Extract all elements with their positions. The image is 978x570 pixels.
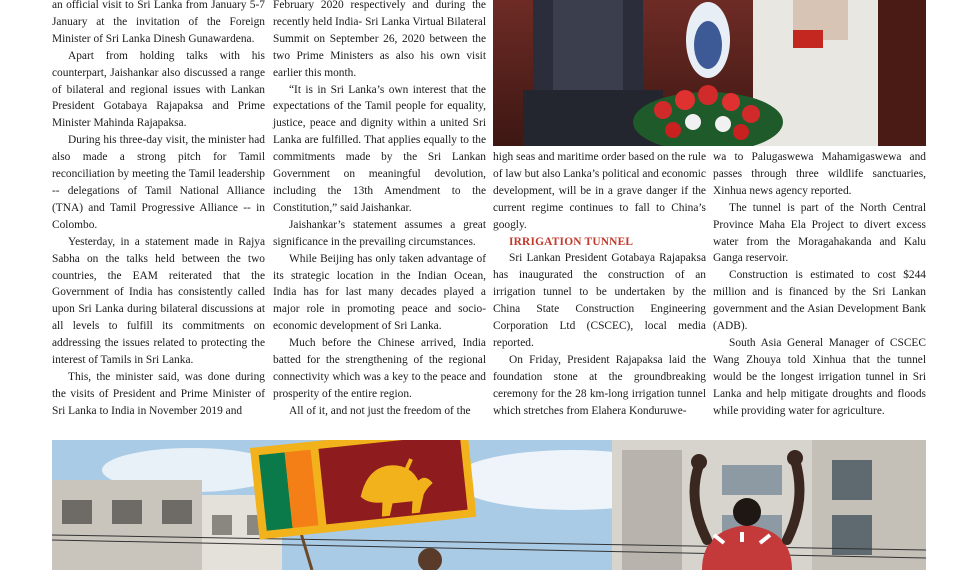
paragraph: Sri Lankan President Gotabaya Rajapaksa has inaugurated the construction of an irrigation tunnel to be undertaken by the China State Construction Engineering Corporation Ltd (CSCEC), local media reported.: [493, 252, 706, 349]
article-column-3: [493, 149, 706, 420]
paragraph: wa to Palugaswewa Mahamigaswewa and passes through three wildlife sanctuaries, Xinhua news agency reported.: [713, 151, 926, 197]
paragraph: South Asia General Manager of CSCEC Wang Zhouya told Xinhua that the tunnel would be the longest irrigation tunnel in Sri Lanka and help mitigate droughts and floods while providing water for agriculture.: [713, 336, 926, 417]
paragraph: “It is in Sri Lanka’s own interest that the expectations of the Tamil people for equality, justice, peace and dignity within a united Sri Lanka are fulfilled. That applies equally to the commitments made by the Sri Lankan Government on meaningful devolution, including the 13th Amendment to the Constitution,” said Jaishankar.: [273, 83, 486, 214]
paragraph: The tunnel is part of the North Central Province Maha Ela Project to divert excess water from the Moragahakanda and Kalu Ganga reservoir.: [713, 201, 926, 265]
paragraph: Much before the Chinese arrived, India batted for the strengthening of the regional connectivity which was a key to the peace and prosperity of the entire region.: [273, 337, 486, 400]
paragraph: Jaishankar’s statement assumes a great significance in the prevailing circumstances.: [273, 218, 486, 248]
paragraph: an official visit to Sri Lanka from January 5-7 January at the invitation of the Foreign Minister of Sri Lanka Dinesh Gunawardena.: [52, 0, 265, 45]
article-column-1: [52, 0, 265, 420]
section-subhead: IRRIGATION TUNNEL: [509, 235, 634, 248]
article-column-2: [273, 0, 486, 420]
paragraph: On Friday, President Rajapaksa laid the foundation stone at the groundbreaking ceremony for the 28 km-long irrigation tunnel which stretches from Elahera Konduruwe-: [493, 353, 706, 417]
paragraph: Yesterday, in a statement made in Rajya Sabha on the talks held between the two countries, the EAM reiterated that the Government of India has consistently called upon Sri Lanka during bilateral discussions at all levels to fulfill its commitments on addressing the issues related to protecting the interest of Tamils in Sri Lanka.: [52, 235, 265, 367]
paragraph: Apart from holding talks with his counterpart, Jaishankar also discussed a range of bilateral and regional issues with Lankan President Gotabaya Rajapaksa and Prime Minister Mahinda Rajapaksa.: [52, 49, 265, 130]
paragraph: While Beijing has only taken advantage of its strategic location in the Indian Ocean, India has for last many decades played a major role in promoting peace and socio-economic development of Sri Lanka.: [273, 252, 486, 333]
paragraph: high seas and maritime order based on the rule of law but also Lanka’s political and economic development, will be in a grave danger if the current regime continues to fall to China’s googly.: [493, 151, 706, 231]
paragraph: During his three-day visit, the minister had also made a strong pitch for Tamil reconciliation by meeting the Tamil leadership -- delegations of Tamil National Alliance (TNA) and Tamil Progressive Alliance -- in Colombo.: [52, 134, 265, 231]
paragraph: This, the minister said, was done during the visits of President and Prime Minister of Sri Lanka to India in November 2019 and: [52, 370, 265, 417]
paragraph: February 2020 respectively and during the recently held India- Sri Lanka Virtual Bilateral Summit on September 26, 2020 between the two Prime Ministers as also his own visit earlier this month.: [273, 0, 486, 79]
meeting-photo: [493, 0, 926, 146]
protest-photo: [52, 440, 926, 570]
article-column-4: [713, 149, 926, 420]
paragraph: All of it, and not just the freedom of the: [289, 404, 471, 417]
paragraph: Construction is estimated to cost $244 million and is financed by the Sri Lankan government and the Asian Development Bank (ADB).: [713, 269, 926, 333]
